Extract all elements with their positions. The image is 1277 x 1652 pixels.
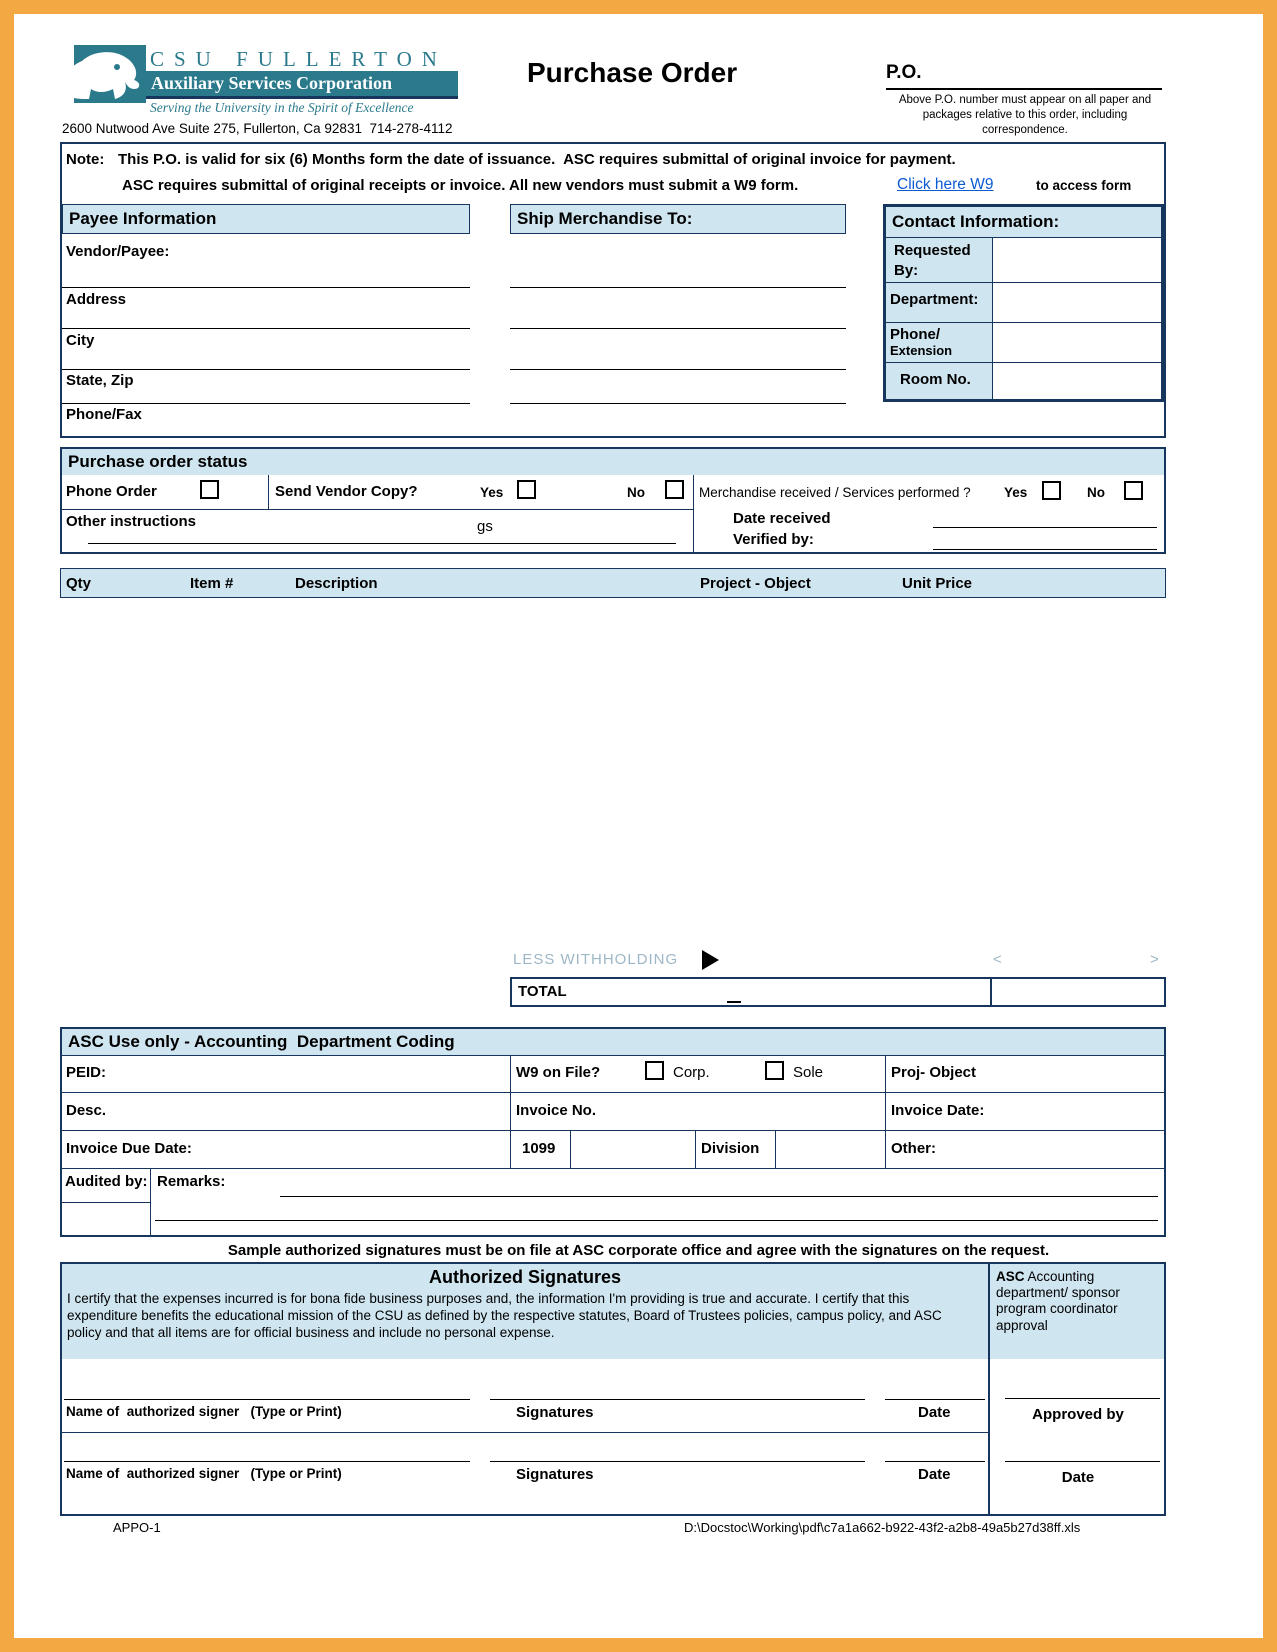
send-vendor-yes-label: Yes — [480, 485, 504, 500]
note-line2: ASC requires submittal of original receipts or invoice. All new vendors must submit a W9 form. — [122, 177, 799, 194]
signature-line-1[interactable] — [490, 1399, 865, 1400]
items-body-area[interactable] — [60, 598, 1166, 943]
accounting-section-header — [62, 1029, 1164, 1055]
department-label: Department: — [890, 291, 979, 308]
vendor-payee-input-line[interactable] — [62, 287, 470, 288]
signer-name-label-1: Name of authorized signer (Type or Print) — [66, 1404, 342, 1419]
total-amount-cell[interactable] — [993, 979, 1163, 1005]
signature-row-divider — [62, 1432, 988, 1433]
peid-label: PEID: — [66, 1064, 107, 1081]
less-withholding-label: LESS WITHHOLDING — [513, 951, 679, 968]
remarks-line-2[interactable] — [155, 1220, 1158, 1221]
invoice-date-label: Invoice Date: — [891, 1102, 985, 1119]
other-instructions-label: Other instructions — [66, 513, 197, 530]
total-column-divider — [990, 979, 992, 1005]
invoice-due-date-label: Invoice Due Date: — [66, 1140, 192, 1157]
city-input-line[interactable] — [62, 369, 470, 370]
vendor-payee-label: Vendor/Payee: — [66, 243, 170, 260]
asc-approval-bold: ASC — [996, 1269, 1025, 1284]
logo-tagline: Serving the University in the Spirit of Excellence — [150, 100, 414, 115]
division-label: Division — [701, 1140, 760, 1157]
signer-name-label-2: Name of authorized signer (Type or Print) — [66, 1466, 342, 1481]
requested-by-label: Requested By: — [894, 242, 971, 280]
col-project-object: Project - Object — [700, 575, 811, 592]
payee-section-title: Payee Information — [69, 209, 217, 228]
acct-vline-5 — [775, 1130, 776, 1168]
note-line1: This P.O. is valid for six (6) Months form the date of issuance. ASC requires submittal of original invoice for payment. — [118, 151, 956, 168]
w9-link-suffix: to access form — [1036, 178, 1132, 193]
sole-label: Sole — [793, 1064, 824, 1081]
contact-section-title: Contact Information: — [892, 212, 1060, 231]
send-vendor-no-label: No — [627, 485, 645, 500]
acct-hline-1 — [62, 1055, 1164, 1056]
logo-text-csuf: CSU FULLERTON — [150, 47, 447, 71]
status-section-title: Purchase order status — [68, 452, 248, 471]
signer-name-line-1[interactable] — [64, 1399, 470, 1400]
col-description: Description — [295, 575, 378, 592]
signatures-section-title: Authorized Signatures — [428, 1267, 621, 1287]
po-number-label: P.O. — [886, 62, 922, 83]
status-section-header — [62, 449, 1164, 475]
approval-date-line[interactable] — [1005, 1461, 1160, 1462]
signatures-label-1: Signatures — [516, 1404, 594, 1421]
ship-input-line-2[interactable] — [510, 328, 846, 329]
verified-by-label: Verified by: — [733, 531, 814, 548]
approved-by-line[interactable] — [1005, 1398, 1160, 1399]
extension-label: Extension — [890, 343, 953, 358]
sample-signatures-note: Sample authorized signatures must be on file at ASC corporate office and agree with the signatures on the request. — [227, 1242, 1050, 1259]
signature-line-2[interactable] — [490, 1461, 865, 1462]
sig-date-line-1[interactable] — [885, 1399, 985, 1400]
date-received-label: Date received — [733, 510, 831, 527]
ten99-label: 1099 — [522, 1140, 556, 1157]
acct-vline-1 — [510, 1055, 511, 1168]
acct-vline-3 — [570, 1130, 571, 1168]
date-label-1: Date — [918, 1404, 951, 1421]
phone-order-label: Phone Order — [66, 483, 157, 500]
phone-order-checkbox[interactable] — [200, 480, 219, 499]
proj-object-label: Proj- Object — [891, 1064, 977, 1081]
merchandise-yes-checkbox[interactable] — [1042, 481, 1061, 500]
w9-on-file-label: W9 on File? — [516, 1064, 601, 1081]
note-label: Note: — [66, 151, 105, 168]
date-received-line[interactable] — [933, 527, 1157, 528]
acct-hline-5 — [62, 1202, 150, 1203]
withholding-gt-mark: > — [1150, 951, 1159, 968]
phone-extension-input[interactable] — [993, 323, 1161, 362]
w9-link[interactable]: Click here W9 — [897, 176, 994, 193]
ship-section-title: Ship Merchandise To: — [517, 209, 693, 228]
send-vendor-copy-label: Send Vendor Copy? — [275, 483, 418, 500]
status-divider-1 — [268, 475, 269, 509]
asc-approval-rest: Accounting department/ sponsor program coordinator approval — [996, 1269, 1120, 1333]
approval-date-label: Date — [1061, 1469, 1095, 1486]
corp-label: Corp. — [673, 1064, 710, 1081]
remarks-line-1[interactable] — [280, 1196, 1158, 1197]
acct-vline-4 — [695, 1130, 696, 1168]
col-item: Item # — [190, 575, 234, 592]
asc-approval-text — [996, 1269, 1158, 1334]
department-cell — [886, 283, 992, 322]
requested-by-cell — [886, 238, 992, 282]
state-zip-input-line[interactable] — [62, 403, 470, 404]
verified-by-line[interactable] — [933, 549, 1157, 550]
phone-label: Phone/ — [890, 326, 941, 343]
room-no-cell — [886, 363, 992, 399]
phone-fax-label: Phone/Fax — [66, 406, 142, 423]
requested-by-input[interactable] — [993, 238, 1161, 282]
logo-text-asc: Auxiliary Services Corporation — [151, 73, 392, 93]
total-tick-mark — [727, 1001, 741, 1003]
address-input-line[interactable] — [62, 328, 470, 329]
logo-banner — [146, 71, 458, 99]
acct-vline-2 — [885, 1055, 886, 1168]
footer-file-path: D:\Docstoc\Working\pdf\c7a1a662-b922-43f2-a2b8-49a5b27d38ff.xls — [684, 1520, 1081, 1535]
withholding-lt-mark: < — [993, 951, 1002, 968]
desc-label: Desc. — [66, 1102, 107, 1119]
date-label-2: Date — [918, 1466, 951, 1483]
page-title: Purchase Order — [527, 57, 738, 88]
ship-section-header — [510, 204, 846, 234]
payee-section-header — [62, 204, 470, 234]
room-no-label: Room No. — [900, 371, 971, 388]
acct-hline-4 — [62, 1168, 1164, 1169]
audited-by-label: Audited by: — [65, 1173, 148, 1190]
accounting-section-title: ASC Use only - Accounting Department Coding — [68, 1032, 455, 1051]
other-instructions-line[interactable] — [88, 543, 676, 544]
merchandise-yes-label: Yes — [1004, 485, 1028, 500]
department-input[interactable] — [993, 283, 1161, 322]
contact-section-header — [886, 207, 1161, 237]
footer-form-code: APPO-1 — [113, 1520, 161, 1535]
company-address: 2600 Nutwood Ave Suite 275, Fullerton, Ca 92831 714-278-4112 — [62, 121, 453, 136]
status-divider-2 — [693, 475, 694, 554]
address-label: Address — [66, 291, 127, 308]
remarks-label: Remarks: — [157, 1173, 226, 1190]
other-label: Other: — [891, 1140, 936, 1157]
invoice-no-label: Invoice No. — [516, 1102, 597, 1119]
certification-text: I certify that the expenses incurred is for bona fide business purposes and, the information I'm providing is true and accurate. I certify that this expenditure benefits the educational mission of the CSU as defined by the respective statutes, Board of Trustees policies, campus policy, and ASC policy and that all items are for official business and include no personal expense. — [67, 1291, 942, 1340]
merchandise-no-label: No — [1087, 485, 1105, 500]
merchandise-received-label: Merchandise received / Services performed ? — [699, 485, 971, 500]
po-number-line[interactable] — [886, 88, 1162, 90]
withholding-arrow-icon — [702, 950, 719, 970]
merchandise-no-checkbox[interactable] — [1124, 481, 1143, 500]
accounting-section-box — [60, 1027, 1166, 1237]
sig-date-line-2[interactable] — [885, 1461, 985, 1462]
ship-input-line-4[interactable] — [510, 403, 846, 404]
status-row-divider — [62, 509, 693, 510]
send-vendor-no-checkbox[interactable] — [665, 480, 684, 499]
acct-hline-2 — [62, 1092, 1164, 1093]
sole-checkbox[interactable] — [765, 1061, 784, 1080]
corp-checkbox[interactable] — [645, 1061, 664, 1080]
total-label: TOTAL — [518, 983, 567, 1000]
approved-by-label: Approved by — [1032, 1406, 1124, 1423]
state-zip-label: State, Zip — [66, 372, 134, 389]
city-label: City — [66, 332, 95, 349]
po-note: Above P.O. number must appear on all paper and packages relative to this order, including correspondence. — [898, 94, 1152, 136]
col-qty: Qty — [66, 575, 92, 592]
signer-name-line-2[interactable] — [64, 1461, 470, 1462]
signatures-label-2: Signatures — [516, 1466, 594, 1483]
send-vendor-yes-checkbox[interactable] — [517, 480, 536, 499]
acct-hline-3 — [62, 1130, 1164, 1131]
other-instructions-value[interactable]: gs — [477, 518, 493, 535]
ship-input-line-1[interactable] — [510, 287, 846, 288]
phone-extension-cell — [886, 323, 992, 362]
acct-vline-6 — [150, 1168, 151, 1235]
elephant-logo-icon — [56, 44, 148, 106]
ship-input-line-3[interactable] — [510, 369, 846, 370]
col-unit-price: Unit Price — [902, 575, 973, 592]
room-no-input[interactable] — [993, 363, 1161, 399]
